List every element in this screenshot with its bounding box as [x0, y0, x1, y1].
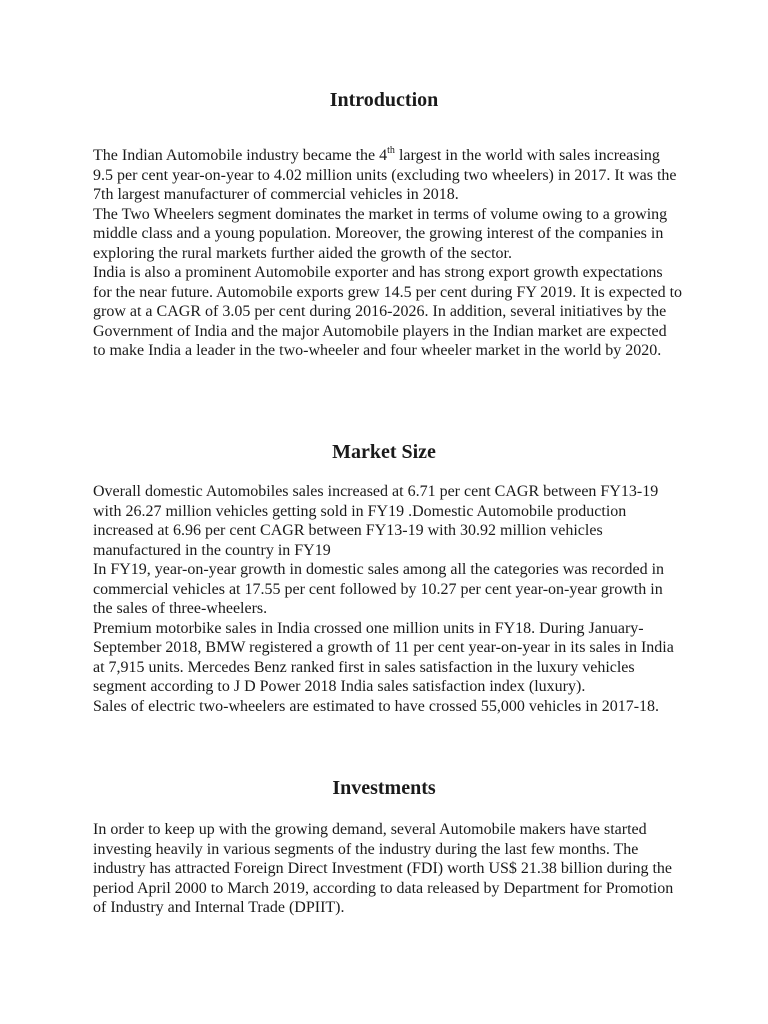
market-size-paragraph-4: Sales of electric two-wheelers are estimated to have crossed 55,000 vehicles in 2017-18. — [93, 697, 660, 715]
investments-heading: Investments — [332, 777, 436, 799]
investments-paragraph-1: In order to keep up with the growing demand, several Automobile makers have started investing heavily in various segments of the industry during the last few months. The industry has attracted Foreign Direct Investment (FDI) worth US$ 21.38 billion during the period April 2000 to March 2019, according to data released by Department for Promotion of Industry and Internal Trade (DPIIT). — [93, 821, 674, 916]
market-size-paragraph-3: Premium motorbike sales in India crossed one million units in FY18. During January-September 2018, BMW registered a growth of 11 per cent year-on-year in its sales in India at 7,915 units. Mercedes Benz ranked first in sales satisfaction in the luxury vehicles segment according to J D Power 2018 India sales satisfaction index (luxury). — [93, 619, 674, 695]
introduction-heading: Introduction — [329, 89, 439, 111]
market-size-paragraph-1: Overall domestic Automobiles sales increased at 6.71 per cent CAGR between FY13-19 with 26.27 million vehicles getting sold in FY19 .Domestic Automobile production increased at 6.96 per cent CAGR between FY13-19 with 30.92 million vehicles manufactured in the country in FY19 — [93, 483, 659, 559]
introduction-body — [93, 146, 683, 361]
introduction-paragraph-3: India is also a prominent Automobile exporter and has strong export growth expectations for the near future. Automobile exports grew 14.5 per cent during FY 2019. It is expected to grow at a CAGR of 3.05 per cent during 2016-2026. In addition, several initiatives by the Government of India and the major Automobile players in the Indian market are expected to make India a leader in the two-wheeler and four wheeler market in the world by 2020. — [93, 264, 683, 359]
introduction-paragraph-2: The Two Wheelers segment dominates the market in terms of volume owing to a growing middle class and a young population. Moreover, the growing interest of the companies in exploring the rural markets further aided the growth of the sector. — [93, 205, 668, 262]
investments-body — [93, 820, 683, 918]
market-size-body — [93, 482, 683, 716]
market-size-heading: Market Size — [332, 441, 436, 463]
introduction-paragraph-1: The Indian Automobile industry became the 4th largest in the world with sales increasing 9.5 per cent year-on-year to 4.02 million units (excluding two wheelers) in 2017. It was the 7th largest manufacturer of commercial vehicles in 2018. — [93, 144, 677, 203]
market-size-paragraph-2: In FY19, year-on-year growth in domestic sales among all the categories was recorded in commercial vehicles at 17.55 per cent followed by 10.27 per cent year-on-year growth in the sales of three-wheelers. — [93, 561, 665, 617]
